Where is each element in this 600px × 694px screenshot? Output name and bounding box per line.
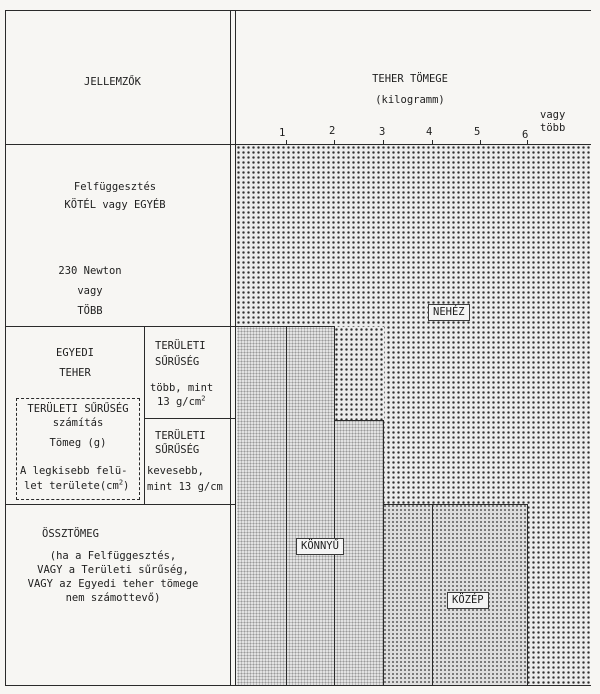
density-low-label-2: SŰRŰSÉG [155, 444, 200, 456]
scale-label-more-2: több [540, 122, 566, 134]
suspension-rope-label: KÖTÉL vagy EGYÉB [64, 199, 166, 211]
divider-density-vertical [144, 326, 145, 504]
total-mass-note-4: nem számottevő) [65, 592, 161, 604]
total-mass-label: ÖSSZTÖMEG [42, 528, 99, 540]
scale-tick-3 [383, 140, 384, 145]
zone-label-medium: KÖZÉP [447, 592, 489, 609]
suspension-force: 230 Newton [58, 265, 122, 277]
zone-medium-col-border [432, 504, 433, 686]
density-calc-subtitle: számítás [52, 417, 104, 429]
scale-label-2: 2 [329, 125, 336, 137]
density-calc-denominator-1: A legkisebb felü- [20, 465, 128, 477]
scale-tick-4 [432, 140, 433, 145]
divider-density-horizontal [144, 418, 236, 419]
divider-total [5, 504, 236, 505]
suspension-more: TÖBB [77, 305, 103, 317]
load-mass-unit: (kilogramm) [375, 94, 445, 106]
suspension-label: Felfüggesztés [73, 181, 157, 193]
scale-label-more-1: vagy [540, 109, 566, 121]
zone-label-light: KÖNNYŰ [296, 538, 344, 555]
total-mass-note-3: VAGY az Egyedi teher tömege [27, 578, 199, 590]
zone-light-step-v1 [334, 326, 335, 686]
scale-label-6: 6 [522, 129, 529, 141]
scale-tick-2 [334, 140, 335, 145]
zone-light-step-h [334, 420, 384, 421]
zone-medium-top-border [383, 504, 528, 505]
zone-light-step-v2 [383, 420, 384, 686]
scale-label-4: 4 [426, 126, 433, 138]
density-low-label-1: TERÜLETI [155, 430, 206, 442]
zone-light-upper-cover [334, 327, 384, 421]
density-calc-numerator: Tömeg (g) [49, 437, 107, 449]
divider-header [5, 144, 591, 145]
total-mass-note-1: (ha a Felfüggesztés, [49, 550, 177, 562]
density-calc-denominator-2: let $területe(cm^2)$ [24, 478, 130, 492]
density-high-value: 13 $g/cm^2$ [157, 394, 206, 408]
density-low-condition: kevesebb, [147, 465, 204, 477]
zone-label-heavy: NEHÉZ [428, 304, 470, 321]
load-mass-heading: TEHER TÖMEGE [372, 73, 448, 85]
scale-label-5: 5 [474, 126, 481, 138]
scale-label-3: 3 [379, 126, 386, 138]
characteristics-heading: JELLEMZŐK [84, 76, 141, 88]
divider-main-vertical-b [235, 10, 236, 686]
density-high-label-1: TERÜLETI [155, 340, 206, 352]
frame-left [5, 10, 6, 686]
scale-tick-1 [286, 140, 287, 145]
divider-suspension [5, 326, 236, 327]
single-load-label-1: EGYEDI [56, 347, 94, 359]
frame-bottom [5, 685, 591, 686]
scale-label-1: 1 [279, 127, 286, 139]
scale-tick-5 [480, 140, 481, 145]
density-high-label-2: SŰRŰSÉG [155, 356, 200, 368]
zone-light-col-border-1 [286, 326, 287, 686]
zone-light-top-border [236, 326, 334, 327]
single-load-label-2: TEHER [59, 367, 91, 379]
divider-main-vertical-a [230, 10, 231, 686]
density-high-condition: több, mint [150, 382, 214, 394]
density-calc-title: TERÜLETI SŰRŰSÉG [27, 403, 129, 415]
zone-medium-right-border [527, 504, 528, 686]
density-low-value: mint 13 g/cm [147, 481, 223, 493]
frame-top [5, 10, 591, 11]
suspension-or: vagy [77, 285, 103, 297]
total-mass-note-2: VAGY a Területi sűrűség, [37, 564, 189, 576]
